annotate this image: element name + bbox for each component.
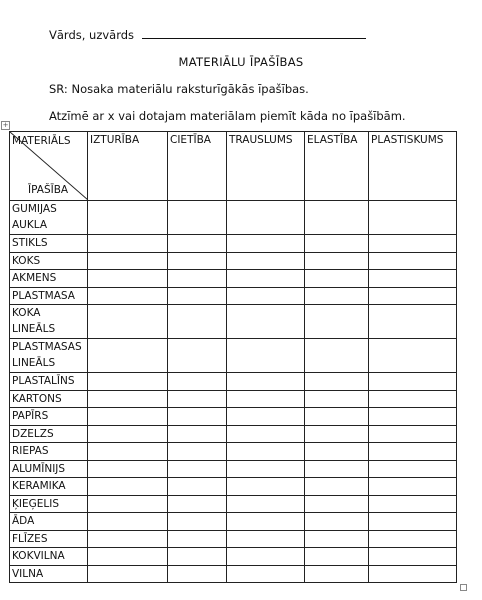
answer-cell[interactable] — [88, 443, 168, 461]
answer-cell[interactable] — [168, 235, 227, 253]
answer-cell[interactable] — [227, 530, 305, 548]
answer-cell[interactable] — [88, 252, 168, 270]
answer-cell[interactable] — [227, 339, 305, 373]
answer-cell[interactable] — [168, 287, 227, 305]
answer-cell[interactable] — [88, 270, 168, 288]
table-row — [10, 252, 457, 270]
answer-cell[interactable] — [369, 235, 457, 253]
column-header: TRAUSLUMS — [227, 132, 305, 201]
table-row — [10, 478, 457, 496]
answer-cell[interactable] — [305, 408, 369, 426]
table-row — [10, 390, 457, 408]
answer-cell[interactable] — [305, 425, 369, 443]
answer-cell[interactable] — [88, 495, 168, 513]
answer-cell[interactable] — [227, 478, 305, 496]
answer-cell[interactable] — [227, 252, 305, 270]
answer-cell[interactable] — [227, 460, 305, 478]
table-row — [10, 530, 457, 548]
material-name-cell: ĀDA — [10, 513, 88, 531]
material-name-cell: ALUMĪNIJS — [10, 460, 88, 478]
answer-cell[interactable] — [369, 408, 457, 426]
table-row — [10, 548, 457, 566]
name-field[interactable] — [49, 27, 366, 42]
page-title: MATERIĀLU ĪPAŠĪBAS — [178, 55, 304, 69]
answer-cell[interactable] — [168, 565, 227, 583]
answer-cell[interactable] — [305, 270, 369, 288]
column-header: CIETĪBA — [168, 132, 227, 201]
answer-cell[interactable] — [168, 252, 227, 270]
column-header: IZTURĪBA — [88, 132, 168, 201]
answer-cell[interactable] — [369, 390, 457, 408]
material-name-cell: KOKS — [10, 252, 88, 270]
material-name-cell: FLĪZES — [10, 530, 88, 548]
material-name-cell: PLASTALĪNS — [10, 373, 88, 391]
answer-cell[interactable] — [88, 305, 168, 339]
material-name-cell: PAPĪRS — [10, 408, 88, 426]
answer-cell[interactable] — [305, 513, 369, 531]
answer-cell[interactable] — [369, 478, 457, 496]
column-header: PLASTISKUMS — [369, 132, 457, 201]
answer-cell[interactable] — [305, 530, 369, 548]
answer-cell[interactable] — [369, 548, 457, 566]
answer-cell[interactable] — [168, 530, 227, 548]
answer-cell[interactable] — [227, 287, 305, 305]
answer-cell[interactable] — [369, 270, 457, 288]
answer-cell[interactable] — [369, 201, 457, 235]
answer-cell[interactable] — [369, 252, 457, 270]
answer-cell[interactable] — [168, 390, 227, 408]
answer-cell[interactable] — [227, 495, 305, 513]
answer-cell[interactable] — [369, 443, 457, 461]
answer-cell[interactable] — [88, 425, 168, 443]
answer-cell[interactable] — [369, 460, 457, 478]
answer-cell[interactable] — [168, 460, 227, 478]
answer-cell[interactable] — [227, 305, 305, 339]
properties-table — [9, 131, 457, 583]
material-name-cell: STIKLS — [10, 235, 88, 253]
answer-cell[interactable] — [305, 565, 369, 583]
table-row — [10, 305, 457, 339]
answer-cell[interactable] — [168, 495, 227, 513]
answer-cell[interactable] — [88, 373, 168, 391]
name-label: Vārds, uzvārds — [49, 28, 135, 42]
answer-cell[interactable] — [305, 443, 369, 461]
answer-cell[interactable] — [227, 408, 305, 426]
answer-cell[interactable] — [168, 408, 227, 426]
answer-cell[interactable] — [88, 513, 168, 531]
answer-cell[interactable] — [227, 270, 305, 288]
column-header: ELASTĪBA — [305, 132, 369, 201]
table-header-row — [10, 132, 457, 201]
corner-label-property: ĪPAŠĪBA — [28, 184, 69, 196]
table-move-handle-icon[interactable]: + — [2, 121, 9, 129]
material-name-cell: ĶIEĢELIS — [10, 495, 88, 513]
material-name-cell: PLASTMASAS LINEĀLS — [10, 339, 88, 373]
answer-cell[interactable] — [369, 287, 457, 305]
answer-cell[interactable] — [168, 339, 227, 373]
answer-cell[interactable] — [305, 390, 369, 408]
answer-cell[interactable] — [369, 305, 457, 339]
table-row — [10, 235, 457, 253]
answer-cell[interactable] — [168, 305, 227, 339]
answer-cell[interactable] — [168, 373, 227, 391]
answer-cell[interactable] — [88, 390, 168, 408]
answer-cell[interactable] — [305, 235, 369, 253]
answer-cell[interactable] — [305, 548, 369, 566]
material-name-cell: KERAMIKA — [10, 478, 88, 496]
table-row — [10, 460, 457, 478]
answer-cell[interactable] — [369, 530, 457, 548]
answer-cell[interactable] — [168, 270, 227, 288]
corner-header-cell — [10, 132, 88, 201]
answer-cell[interactable] — [305, 478, 369, 496]
material-name-cell: VILNA — [10, 565, 88, 583]
answer-cell[interactable] — [305, 339, 369, 373]
material-name-cell: PLASTMASA — [10, 287, 88, 305]
answer-cell[interactable] — [227, 235, 305, 253]
answer-cell[interactable] — [227, 548, 305, 566]
answer-cell[interactable] — [168, 513, 227, 531]
table-row — [10, 513, 457, 531]
corner-label-material: MATERIĀLS — [12, 135, 71, 147]
name-blank-line[interactable] — [142, 27, 366, 39]
answer-cell[interactable] — [88, 478, 168, 496]
answer-cell[interactable] — [305, 373, 369, 391]
material-name-cell: KOKVILNA — [10, 548, 88, 566]
table-row — [10, 565, 457, 583]
answer-cell[interactable] — [227, 425, 305, 443]
answer-cell[interactable] — [305, 252, 369, 270]
answer-cell[interactable] — [168, 425, 227, 443]
answer-cell[interactable] — [88, 548, 168, 566]
answer-cell[interactable] — [369, 373, 457, 391]
table-row — [10, 201, 457, 235]
answer-cell[interactable] — [305, 305, 369, 339]
answer-cell[interactable] — [369, 339, 457, 373]
answer-cell[interactable] — [227, 373, 305, 391]
material-name-cell: AKMENS — [10, 270, 88, 288]
table-row — [10, 408, 457, 426]
material-name-cell: KARTONS — [10, 390, 88, 408]
table-resize-handle-icon[interactable] — [460, 584, 467, 591]
goal-text: SR: Nosaka materiālu raksturīgākās īpašības. — [49, 82, 309, 96]
answer-cell[interactable] — [369, 495, 457, 513]
answer-cell[interactable] — [227, 390, 305, 408]
answer-cell[interactable] — [305, 495, 369, 513]
answer-cell[interactable] — [88, 408, 168, 426]
answer-cell[interactable] — [369, 425, 457, 443]
answer-cell[interactable] — [305, 287, 369, 305]
answer-cell[interactable] — [305, 201, 369, 235]
material-name-cell: DZELZS — [10, 425, 88, 443]
answer-cell[interactable] — [168, 443, 227, 461]
answer-cell[interactable] — [168, 201, 227, 235]
table-row — [10, 495, 457, 513]
answer-cell[interactable] — [168, 548, 227, 566]
material-name-cell: KOKA LINEĀLS — [10, 305, 88, 339]
task-instruction: Atzīmē ar x vai dotajam materiālam piemīt kāda no īpašībām. — [49, 109, 406, 123]
answer-cell[interactable] — [88, 565, 168, 583]
answer-cell[interactable] — [88, 339, 168, 373]
table-row — [10, 425, 457, 443]
answer-cell[interactable] — [369, 513, 457, 531]
table-row — [10, 339, 457, 373]
answer-cell[interactable] — [168, 478, 227, 496]
answer-cell[interactable] — [88, 235, 168, 253]
material-name-cell: RIEPAS — [10, 443, 88, 461]
table-row — [10, 443, 457, 461]
answer-cell[interactable] — [88, 201, 168, 235]
answer-cell[interactable] — [88, 287, 168, 305]
answer-cell[interactable] — [227, 443, 305, 461]
answer-cell[interactable] — [227, 513, 305, 531]
table-row — [10, 270, 457, 288]
answer-cell[interactable] — [369, 565, 457, 583]
table-row — [10, 373, 457, 391]
answer-cell[interactable] — [227, 201, 305, 235]
table-row — [10, 287, 457, 305]
answer-cell[interactable] — [88, 460, 168, 478]
answer-cell[interactable] — [227, 565, 305, 583]
answer-cell[interactable] — [88, 530, 168, 548]
material-name-cell: GUMIJAS AUKLA — [10, 201, 88, 235]
answer-cell[interactable] — [305, 460, 369, 478]
